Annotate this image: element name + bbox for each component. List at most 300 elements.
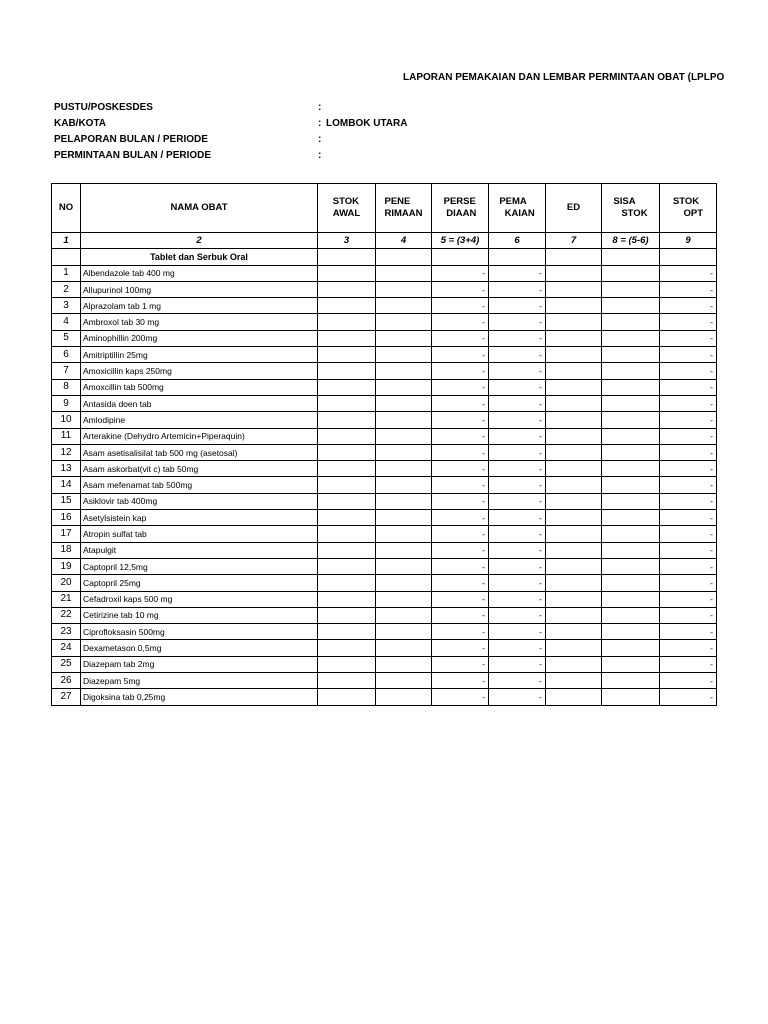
index-cell: 2 (81, 233, 318, 249)
stok-awal-cell (318, 542, 376, 558)
persediaan-cell: - (432, 428, 489, 444)
header-row (52, 184, 717, 233)
persediaan-cell: - (432, 673, 489, 689)
penerimaan-cell (376, 347, 432, 363)
table-row (52, 298, 717, 314)
persediaan-cell: - (432, 265, 489, 281)
penerimaan-cell (376, 281, 432, 297)
persediaan-cell: - (432, 607, 489, 623)
drug-name: Asam mefenamat tab 500mg (81, 477, 318, 493)
stok-awal-cell (318, 330, 376, 346)
index-cell: 8 = (5-6) (602, 233, 660, 249)
table-row (52, 510, 717, 526)
row-number: 9 (52, 395, 81, 411)
drug-name: Ambroxol tab 30 mg (81, 314, 318, 330)
penerimaan-cell (376, 461, 432, 477)
index-cell: 6 (489, 233, 546, 249)
meta-label: PELAPORAN BULAN / PERIODE (54, 134, 208, 145)
ed-cell (546, 526, 602, 542)
table-row (52, 607, 717, 623)
row-number: 21 (52, 591, 81, 607)
sisa-stok-cell (602, 493, 660, 509)
row-number: 27 (52, 689, 81, 705)
sisa-stok-cell (602, 347, 660, 363)
stok-awal-cell (318, 444, 376, 460)
empty-cell (376, 249, 432, 265)
stok-opt-cell: - (660, 265, 717, 281)
ed-cell (546, 395, 602, 411)
table-row (52, 689, 717, 705)
drug-name: Asam askorbat(vit c) tab 50mg (81, 461, 318, 477)
penerimaan-cell (376, 510, 432, 526)
table-row (52, 640, 717, 656)
stok-opt-cell: - (660, 395, 717, 411)
row-number: 8 (52, 379, 81, 395)
stok-awal-cell (318, 591, 376, 607)
penerimaan-cell (376, 363, 432, 379)
ed-cell (546, 607, 602, 623)
drug-name: Allupurinol 100mg (81, 281, 318, 297)
stok-opt-cell: - (660, 461, 717, 477)
sisa-stok-cell (602, 281, 660, 297)
meta-label: PERMINTAAN BULAN / PERIODE (54, 150, 212, 161)
pemakaian-cell: - (489, 347, 546, 363)
penerimaan-cell (376, 412, 432, 428)
penerimaan-cell (376, 640, 432, 656)
persediaan-cell: - (432, 510, 489, 526)
drug-name: Cetirizine tab 10 mg (81, 607, 318, 623)
ed-cell (546, 363, 602, 379)
persediaan-cell: - (432, 689, 489, 705)
sisa-stok-cell (602, 314, 660, 330)
col-header-persediaan (432, 184, 489, 233)
col-header-penerimaan (376, 184, 432, 233)
stok-opt-cell: - (660, 347, 717, 363)
penerimaan-cell (376, 444, 432, 460)
stok-awal-cell (318, 558, 376, 574)
drug-name: Asiklovir tab 400mg (81, 493, 318, 509)
stok-opt-cell: - (660, 673, 717, 689)
stok-awal-cell (318, 656, 376, 672)
stok-opt-cell: - (660, 412, 717, 428)
col-header-pemakaian (489, 184, 546, 233)
table-row (52, 461, 717, 477)
stok-opt-cell: - (660, 624, 717, 640)
drug-name: Amoxcillin tab 500mg (81, 379, 318, 395)
ed-cell (546, 477, 602, 493)
ed-cell (546, 461, 602, 477)
penerimaan-cell (376, 673, 432, 689)
row-number: 5 (52, 330, 81, 346)
pemakaian-cell: - (489, 656, 546, 672)
row-number: 20 (52, 575, 81, 591)
drug-name: Aminophillin 200mg (81, 330, 318, 346)
ed-cell (546, 673, 602, 689)
stok-awal-cell (318, 395, 376, 411)
pemakaian-cell: - (489, 575, 546, 591)
persediaan-cell: - (432, 624, 489, 640)
stok-opt-cell: - (660, 526, 717, 542)
ed-cell (546, 510, 602, 526)
pemakaian-cell: - (489, 477, 546, 493)
penerimaan-cell (376, 330, 432, 346)
stok-awal-cell (318, 607, 376, 623)
row-number: 7 (52, 363, 81, 379)
table-row (52, 330, 717, 346)
sisa-stok-cell (602, 624, 660, 640)
persediaan-cell: - (432, 493, 489, 509)
stok-awal-cell (318, 379, 376, 395)
stok-opt-cell: - (660, 281, 717, 297)
drug-name: Digoksina tab 0,25mg (81, 689, 318, 705)
stok-opt-cell: - (660, 379, 717, 395)
row-number: 25 (52, 656, 81, 672)
penerimaan-cell (376, 298, 432, 314)
header-line: KAIAN (504, 208, 535, 219)
pemakaian-cell: - (489, 689, 546, 705)
row-number: 12 (52, 444, 81, 460)
table-row (52, 673, 717, 689)
drug-name: Amoxicillin kaps 250mg (81, 363, 318, 379)
pemakaian-cell: - (489, 330, 546, 346)
row-number: 24 (52, 640, 81, 656)
drug-name: Asam asetisalisilat tab 500 mg (asetosal) (81, 444, 318, 460)
header-line: PENE (384, 196, 411, 207)
table-row (52, 477, 717, 493)
sisa-stok-cell (602, 412, 660, 428)
header-line: AWAL (332, 208, 361, 219)
stok-opt-cell: - (660, 477, 717, 493)
lplpo-table (51, 183, 717, 706)
header-line: DIAAN (446, 208, 477, 219)
stok-awal-cell (318, 281, 376, 297)
col-header-nama-obat: NAMA OBAT (81, 184, 318, 233)
ed-cell (546, 656, 602, 672)
header-line: STOK (672, 196, 700, 207)
stok-opt-cell: - (660, 656, 717, 672)
sisa-stok-cell (602, 444, 660, 460)
header-line: PEMA (499, 196, 527, 207)
penerimaan-cell (376, 265, 432, 281)
drug-name: Diazepam 5mg (81, 673, 318, 689)
ed-cell (546, 347, 602, 363)
ed-cell (546, 314, 602, 330)
drug-name: Captopril 25mg (81, 575, 318, 591)
empty-cell (432, 249, 489, 265)
stok-awal-cell (318, 265, 376, 281)
row-number: 15 (52, 493, 81, 509)
persediaan-cell: - (432, 330, 489, 346)
pemakaian-cell: - (489, 591, 546, 607)
row-number: 4 (52, 314, 81, 330)
header-line: RIMAAN (384, 208, 423, 219)
ed-cell (546, 640, 602, 656)
empty-cell (489, 249, 546, 265)
section-title: Tablet dan Serbuk Oral (81, 249, 318, 265)
drug-name: Atropin sulfat tab (81, 526, 318, 542)
table-row (52, 526, 717, 542)
persediaan-cell: - (432, 558, 489, 574)
pemakaian-cell: - (489, 607, 546, 623)
stok-opt-cell: - (660, 689, 717, 705)
pemakaian-cell: - (489, 412, 546, 428)
sisa-stok-cell (602, 591, 660, 607)
persediaan-cell: - (432, 412, 489, 428)
pemakaian-cell: - (489, 395, 546, 411)
stok-awal-cell (318, 640, 376, 656)
drug-name: Dexametason 0,5mg (81, 640, 318, 656)
header-line: PERSE (443, 196, 476, 207)
row-number: 1 (52, 265, 81, 281)
stok-opt-cell: - (660, 363, 717, 379)
persediaan-cell: - (432, 575, 489, 591)
persediaan-cell: - (432, 477, 489, 493)
col-header-stok-awal (318, 184, 376, 233)
stok-awal-cell (318, 412, 376, 428)
sisa-stok-cell (602, 656, 660, 672)
meta-value: LOMBOK UTARA (326, 118, 408, 129)
index-cell: 7 (546, 233, 602, 249)
drug-name: Captopril 12,5mg (81, 558, 318, 574)
stok-awal-cell (318, 477, 376, 493)
sisa-stok-cell (602, 298, 660, 314)
pemakaian-cell: - (489, 510, 546, 526)
ed-cell (546, 412, 602, 428)
drug-name: Arterakine (Dehydro Artemicin+Piperaquin) (81, 428, 318, 444)
meta-label: PUSTU/POSKESDES (54, 102, 153, 113)
index-cell: 9 (660, 233, 717, 249)
sisa-stok-cell (602, 526, 660, 542)
persediaan-cell: - (432, 379, 489, 395)
row-number: 10 (52, 412, 81, 428)
drug-name: Amitriptillin 25mg (81, 347, 318, 363)
penerimaan-cell (376, 428, 432, 444)
penerimaan-cell (376, 395, 432, 411)
stok-opt-cell: - (660, 640, 717, 656)
penerimaan-cell (376, 624, 432, 640)
empty-cell (318, 249, 376, 265)
table-row (52, 575, 717, 591)
header-line: SISA (613, 196, 636, 207)
drug-name: Diazepam tab 2mg (81, 656, 318, 672)
section-row (52, 249, 717, 265)
persediaan-cell: - (432, 656, 489, 672)
meta-colon: : (318, 134, 322, 145)
table-row (52, 444, 717, 460)
stok-awal-cell (318, 526, 376, 542)
col-header-sisa-stok (602, 184, 660, 233)
stok-awal-cell (318, 673, 376, 689)
persediaan-cell: - (432, 395, 489, 411)
ed-cell (546, 265, 602, 281)
drug-name: Ciprofloksasin 500mg (81, 624, 318, 640)
persediaan-cell: - (432, 542, 489, 558)
sisa-stok-cell (602, 477, 660, 493)
stok-opt-cell: - (660, 444, 717, 460)
sisa-stok-cell (602, 330, 660, 346)
table-row (52, 412, 717, 428)
ed-cell (546, 591, 602, 607)
header-line: STOK (621, 208, 648, 219)
penerimaan-cell (376, 526, 432, 542)
penerimaan-cell (376, 493, 432, 509)
index-cell: 4 (376, 233, 432, 249)
stok-opt-cell: - (660, 330, 717, 346)
meta-label: KAB/KOTA (54, 118, 107, 129)
ed-cell (546, 558, 602, 574)
row-number: 16 (52, 510, 81, 526)
row-number: 18 (52, 542, 81, 558)
sisa-stok-cell (602, 689, 660, 705)
col-header-stok-opt (660, 184, 717, 233)
stok-opt-cell: - (660, 510, 717, 526)
pemakaian-cell: - (489, 444, 546, 460)
stok-awal-cell (318, 461, 376, 477)
sisa-stok-cell (602, 379, 660, 395)
empty-cell (546, 249, 602, 265)
stok-awal-cell (318, 363, 376, 379)
penerimaan-cell (376, 689, 432, 705)
row-number: 13 (52, 461, 81, 477)
ed-cell (546, 298, 602, 314)
empty-cell (52, 249, 81, 265)
stok-opt-cell: - (660, 591, 717, 607)
persediaan-cell: - (432, 363, 489, 379)
ed-cell (546, 624, 602, 640)
ed-cell (546, 493, 602, 509)
stok-awal-cell (318, 347, 376, 363)
meta-colon: : (318, 118, 322, 129)
sisa-stok-cell (602, 461, 660, 477)
penerimaan-cell (376, 607, 432, 623)
sisa-stok-cell (602, 673, 660, 689)
pemakaian-cell: - (489, 428, 546, 444)
drug-name: Atapulgit (81, 542, 318, 558)
sisa-stok-cell (602, 575, 660, 591)
penerimaan-cell (376, 477, 432, 493)
row-number: 17 (52, 526, 81, 542)
row-number: 6 (52, 347, 81, 363)
row-number: 11 (52, 428, 81, 444)
pemakaian-cell: - (489, 281, 546, 297)
table-row (52, 347, 717, 363)
persediaan-cell: - (432, 347, 489, 363)
stok-opt-cell: - (660, 428, 717, 444)
drug-name: Asetylsistein kap (81, 510, 318, 526)
sisa-stok-cell (602, 428, 660, 444)
persediaan-cell: - (432, 281, 489, 297)
table-row (52, 379, 717, 395)
stok-opt-cell: - (660, 493, 717, 509)
meta-colon: : (318, 102, 322, 113)
drug-name: Amlodipine (81, 412, 318, 428)
stok-opt-cell: - (660, 558, 717, 574)
index-cell: 1 (52, 233, 81, 249)
pemakaian-cell: - (489, 624, 546, 640)
stok-opt-cell: - (660, 607, 717, 623)
pemakaian-cell: - (489, 640, 546, 656)
pemakaian-cell: - (489, 265, 546, 281)
row-number: 26 (52, 673, 81, 689)
stok-awal-cell (318, 689, 376, 705)
pemakaian-cell: - (489, 558, 546, 574)
row-number: 19 (52, 558, 81, 574)
column-index-row (52, 233, 717, 249)
penerimaan-cell (376, 379, 432, 395)
penerimaan-cell (376, 591, 432, 607)
persediaan-cell: - (432, 314, 489, 330)
row-number: 22 (52, 607, 81, 623)
pemakaian-cell: - (489, 298, 546, 314)
stok-opt-cell: - (660, 314, 717, 330)
stok-opt-cell: - (660, 575, 717, 591)
sisa-stok-cell (602, 265, 660, 281)
row-number: 14 (52, 477, 81, 493)
stok-opt-cell: - (660, 298, 717, 314)
table-row (52, 493, 717, 509)
table-row (52, 265, 717, 281)
penerimaan-cell (376, 542, 432, 558)
ed-cell (546, 330, 602, 346)
row-number: 23 (52, 624, 81, 640)
pemakaian-cell: - (489, 379, 546, 395)
penerimaan-cell (376, 656, 432, 672)
stok-awal-cell (318, 314, 376, 330)
pemakaian-cell: - (489, 673, 546, 689)
stok-awal-cell (318, 298, 376, 314)
empty-cell (602, 249, 660, 265)
ed-cell (546, 444, 602, 460)
persediaan-cell: - (432, 526, 489, 542)
penerimaan-cell (376, 314, 432, 330)
drug-name: Albendazole tab 400 mg (81, 265, 318, 281)
table-row (52, 591, 717, 607)
stok-awal-cell (318, 575, 376, 591)
table-row (52, 314, 717, 330)
drug-name: Antasida doen tab (81, 395, 318, 411)
meta-colon: : (318, 150, 322, 161)
pemakaian-cell: - (489, 542, 546, 558)
table-row (52, 542, 717, 558)
empty-cell (660, 249, 717, 265)
stok-awal-cell (318, 624, 376, 640)
stok-awal-cell (318, 428, 376, 444)
pemakaian-cell: - (489, 526, 546, 542)
drug-name: Alprazolam tab 1 mg (81, 298, 318, 314)
table-row (52, 363, 717, 379)
col-header-no: NO (52, 184, 81, 233)
table-row (52, 624, 717, 640)
header-line: OPT (683, 208, 704, 219)
persediaan-cell: - (432, 461, 489, 477)
row-number: 2 (52, 281, 81, 297)
drug-name: Cefadroxil kaps 500 mg (81, 591, 318, 607)
stok-awal-cell (318, 493, 376, 509)
ed-cell (546, 575, 602, 591)
persediaan-cell: - (432, 444, 489, 460)
table-row (52, 558, 717, 574)
table-row (52, 656, 717, 672)
ed-cell (546, 689, 602, 705)
header-line: STOK (332, 196, 359, 207)
sisa-stok-cell (602, 510, 660, 526)
sisa-stok-cell (602, 640, 660, 656)
stok-awal-cell (318, 510, 376, 526)
persediaan-cell: - (432, 298, 489, 314)
sisa-stok-cell (602, 558, 660, 574)
ed-cell (546, 428, 602, 444)
sisa-stok-cell (602, 607, 660, 623)
